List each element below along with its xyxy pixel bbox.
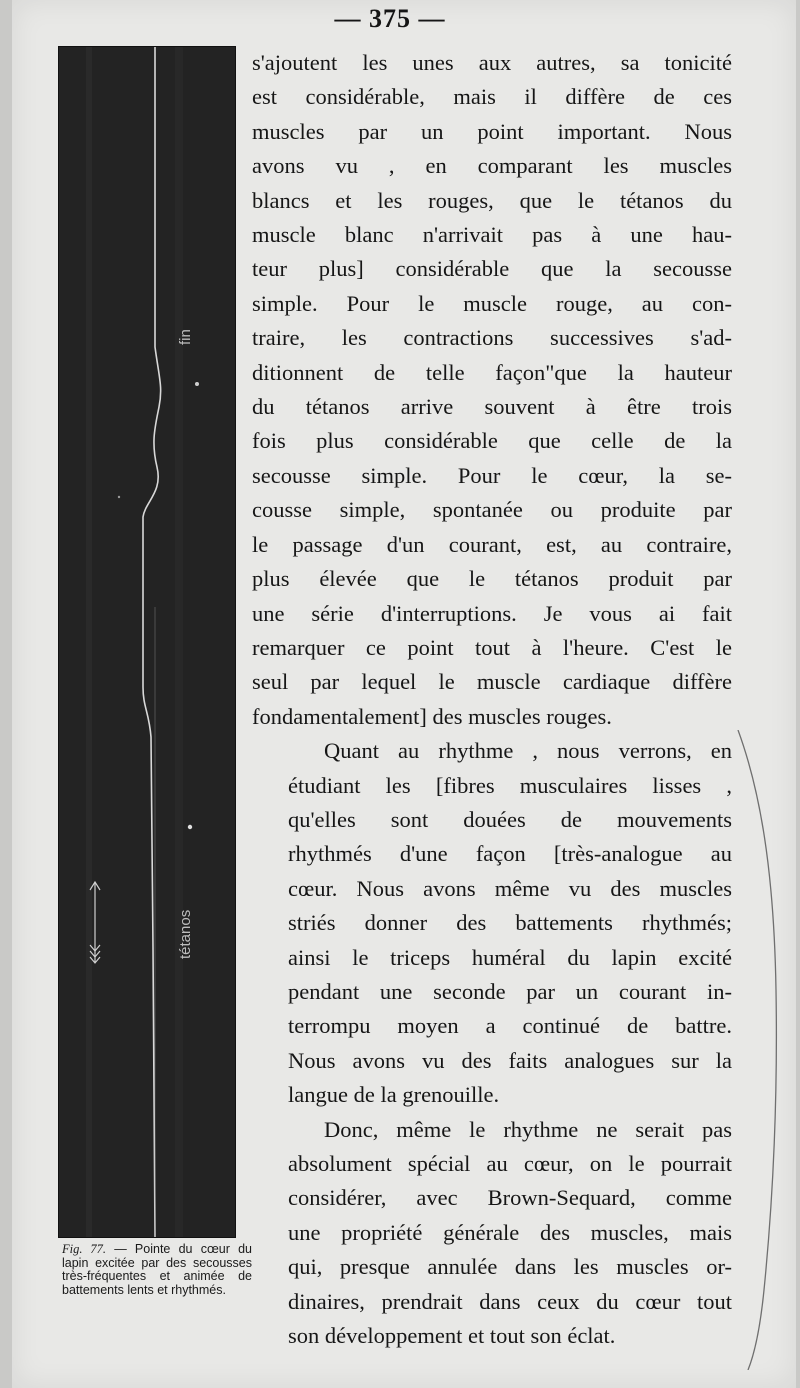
text-line: seul par lequel le muscle cardiaque diffère [252, 669, 732, 695]
figure-number: Fig. 77. [62, 1242, 106, 1256]
text-line: striés donner des battements rhythmés; [288, 910, 732, 936]
text-line: plus élevée que le tétanos produit par [252, 566, 732, 592]
text-line: simple. Pour le muscle rouge, au con- [252, 290, 732, 316]
caption-text: — Pointe du cœur du lapin excitée par des secousses très-fréquentes et animée de battements lents et rhythmés. [62, 1242, 252, 1297]
body-text [252, 46, 732, 1353]
text-line: est considérable, mais il diffère de ces [252, 84, 732, 110]
figure-caption [62, 1243, 252, 1297]
text-line: considérer, avec Brown-Sequard, comme [288, 1185, 732, 1211]
text-line: absolument spécial au cœur, on le pourrait [288, 1151, 732, 1176]
text-line: teur plus] considérable que la secousse [252, 256, 732, 282]
text-line: ainsi le triceps huméral du lapin excité [288, 944, 732, 970]
text-line: remarquer ce point tout à l'heure. C'est le [252, 634, 732, 660]
text-line: dinaires, prendrait dans ceux du cœur tout [288, 1288, 732, 1314]
figure-myogram [58, 46, 236, 1238]
figure-label-end: fin [177, 329, 194, 345]
page-number: — 375 — [334, 4, 446, 33]
text-line: fondamentalement] des muscles rouges. [252, 703, 612, 729]
text-line: s'ajoutent les unes aux autres, sa tonicité [252, 50, 732, 75]
text-line: une série d'interruptions. Je vous ai fait [252, 600, 732, 626]
text-line: qu'elles sont douées de mouvements [288, 806, 732, 832]
tracing-illustration [59, 47, 235, 1237]
text-line: traire, les contractions successives s'ad- [252, 325, 732, 351]
text-line: Nous avons vu des faits analogues sur la [288, 1047, 732, 1073]
text-line: secousse simple. Pour le cœur, la se- [252, 462, 732, 488]
text-line: cousse simple, spontanée ou produite par [252, 497, 732, 523]
text-line: fois plus considérable que celle de la [252, 428, 732, 454]
text-line: langue de la grenouille. [288, 1082, 500, 1108]
pencil-margin-mark [730, 730, 790, 1370]
text-line: ditionnent de telle façon"que la hauteur [252, 359, 732, 385]
figure-label-tetanus: tétanos [177, 909, 194, 959]
text-line: muscle blanc n'arrivait pas à une hau- [252, 222, 732, 248]
paragraph [252, 734, 732, 1112]
text-line: du tétanos arrive souvent à être trois [252, 394, 732, 420]
text-line: rhythmés d'une façon [très-analogue au [288, 841, 732, 867]
text-line: une propriété générale des muscles, mais [288, 1219, 732, 1245]
book-page [12, 0, 796, 1388]
paragraph [252, 46, 732, 734]
text-line: blancs et les rouges, que le tétanos du [252, 187, 732, 213]
paragraph [252, 1113, 732, 1354]
text-line: étudiant les [fibres musculaires lisses , [288, 772, 732, 798]
text-line: terrompu moyen a continué de battre. [288, 1013, 732, 1039]
text-line: qui, presque annulée dans les muscles or- [288, 1254, 732, 1280]
text-line: Quant au rhythme , nous verrons, en [324, 738, 732, 764]
text-line: le passage d'un courant, est, au contraire, [252, 531, 732, 557]
text-line: pendant une seconde par un courant in- [288, 978, 732, 1004]
text-line: cœur. Nous avons même vu des muscles [288, 875, 732, 901]
text-line: Donc, même le rhythme ne serait pas [324, 1116, 732, 1142]
text-line: avons vu , en comparant les muscles [252, 153, 732, 179]
text-line: son développement et tout son éclat. [288, 1323, 616, 1349]
text-line: muscles par un point important. Nous [252, 118, 732, 144]
